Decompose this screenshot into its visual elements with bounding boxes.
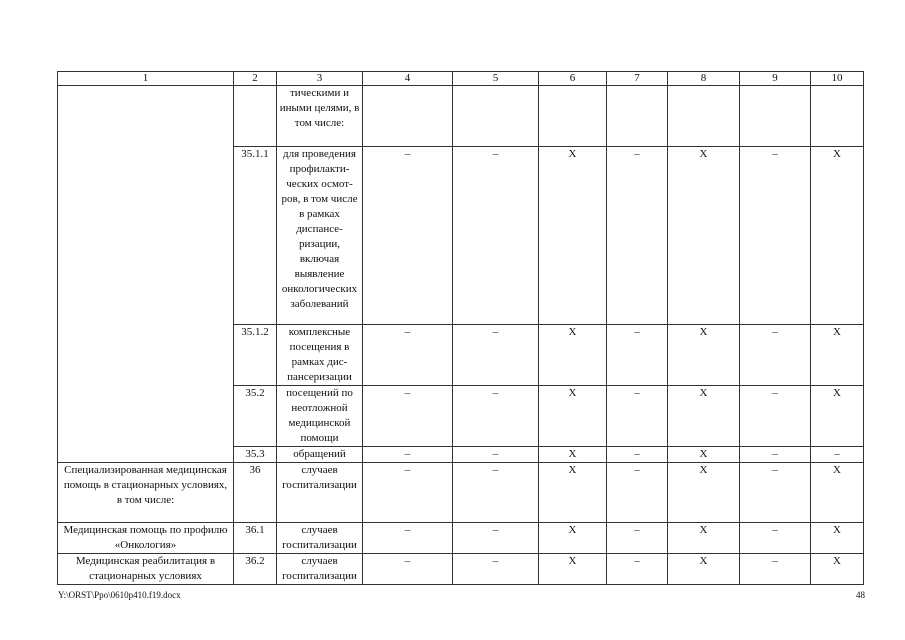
row-number-cell: 35.2 [234, 386, 277, 447]
header-cell: 9 [740, 72, 811, 86]
header-cell: 4 [363, 72, 453, 86]
value-cell: X [811, 325, 864, 386]
value-cell: – [363, 325, 453, 386]
header-cell: 8 [668, 72, 740, 86]
value-cell: X [539, 447, 607, 463]
value-cell: – [740, 147, 811, 325]
header-row [58, 72, 864, 86]
value-cell: – [363, 523, 453, 554]
value-cell: – [363, 463, 453, 523]
unit-cell: комплексные посещения в рамках диспансеризации [277, 325, 363, 386]
value-cell: – [740, 325, 811, 386]
value-cell: – [607, 447, 668, 463]
value-cell: X [811, 147, 864, 325]
value-cell: – [453, 463, 539, 523]
value-cell [539, 86, 607, 147]
value-cell: – [607, 147, 668, 325]
value-cell: X [668, 523, 740, 554]
value-cell: X [539, 147, 607, 325]
row-number-cell: 36.2 [234, 554, 277, 585]
header-cell: 5 [453, 72, 539, 86]
value-cell: – [740, 523, 811, 554]
value-cell: – [607, 325, 668, 386]
row-label-cell [58, 86, 234, 463]
value-cell: – [607, 386, 668, 447]
value-cell: – [811, 447, 864, 463]
value-cell: – [363, 554, 453, 585]
value-cell: X [668, 325, 740, 386]
value-cell [668, 86, 740, 147]
value-cell: – [363, 447, 453, 463]
value-cell: X [539, 554, 607, 585]
value-cell [363, 86, 453, 147]
unit-cell: случаев госпитализации [277, 523, 363, 554]
value-cell: X [539, 463, 607, 523]
page-number: 48 [856, 590, 865, 600]
header-cell: 10 [811, 72, 864, 86]
value-cell: X [539, 325, 607, 386]
file-path-footer: Y:\ORST\Ppo\0610p410.f19.docx [58, 590, 181, 600]
value-cell: – [453, 447, 539, 463]
value-cell: X [668, 447, 740, 463]
value-cell [453, 86, 539, 147]
table-row [58, 523, 864, 554]
unit-cell: для проведения профилактических осмотров, в том числе в рамках диспансеризации, включая выявление онкологических заболеваний [277, 147, 363, 325]
header-cell: 3 [277, 72, 363, 86]
value-cell: – [607, 523, 668, 554]
value-cell: X [811, 386, 864, 447]
value-cell: – [363, 386, 453, 447]
value-cell: – [453, 325, 539, 386]
unit-cell: посещений по неотложной медицинской помощи [277, 386, 363, 447]
value-cell: – [740, 447, 811, 463]
unit-cell: тическими и иными целями, в том числе: [277, 86, 363, 147]
value-cell: – [453, 554, 539, 585]
value-cell [740, 86, 811, 147]
value-cell: X [668, 147, 740, 325]
row-number-cell: 36.1 [234, 523, 277, 554]
unit-cell: случаев госпитализации [277, 463, 363, 523]
value-cell: X [668, 386, 740, 447]
table-row [58, 554, 864, 585]
main-table [57, 71, 864, 585]
value-cell: – [740, 386, 811, 447]
value-cell: X [539, 386, 607, 447]
value-cell: – [740, 554, 811, 585]
value-cell: – [740, 463, 811, 523]
table-row [58, 463, 864, 523]
value-cell: – [453, 523, 539, 554]
value-cell: X [539, 523, 607, 554]
unit-cell: случаев госпитализации [277, 554, 363, 585]
header-cell: 7 [607, 72, 668, 86]
row-number-cell: 36 [234, 463, 277, 523]
value-cell: X [811, 554, 864, 585]
row-label-cell: Медицинская реабилитация в стационарных условиях [58, 554, 234, 585]
value-cell: – [453, 147, 539, 325]
value-cell: X [668, 554, 740, 585]
value-cell [811, 86, 864, 147]
value-cell: – [607, 463, 668, 523]
row-number-cell: 35.3 [234, 447, 277, 463]
value-cell: X [811, 523, 864, 554]
row-label-cell: Специализированная медицинская помощь в стационарных условиях, в том числе: [58, 463, 234, 523]
header-cell: 6 [539, 72, 607, 86]
row-number-cell [234, 86, 277, 147]
value-cell: X [811, 463, 864, 523]
row-number-cell: 35.1.1 [234, 147, 277, 325]
value-cell: – [453, 386, 539, 447]
row-label-cell: Медицинская помощь по профилю «Онкология» [58, 523, 234, 554]
header-cell: 1 [58, 72, 234, 86]
value-cell: X [668, 463, 740, 523]
value-cell: – [363, 147, 453, 325]
header-cell: 2 [234, 72, 277, 86]
value-cell [607, 86, 668, 147]
value-cell: – [607, 554, 668, 585]
row-number-cell: 35.1.2 [234, 325, 277, 386]
unit-cell: обращений [277, 447, 363, 463]
table-row [58, 86, 864, 147]
